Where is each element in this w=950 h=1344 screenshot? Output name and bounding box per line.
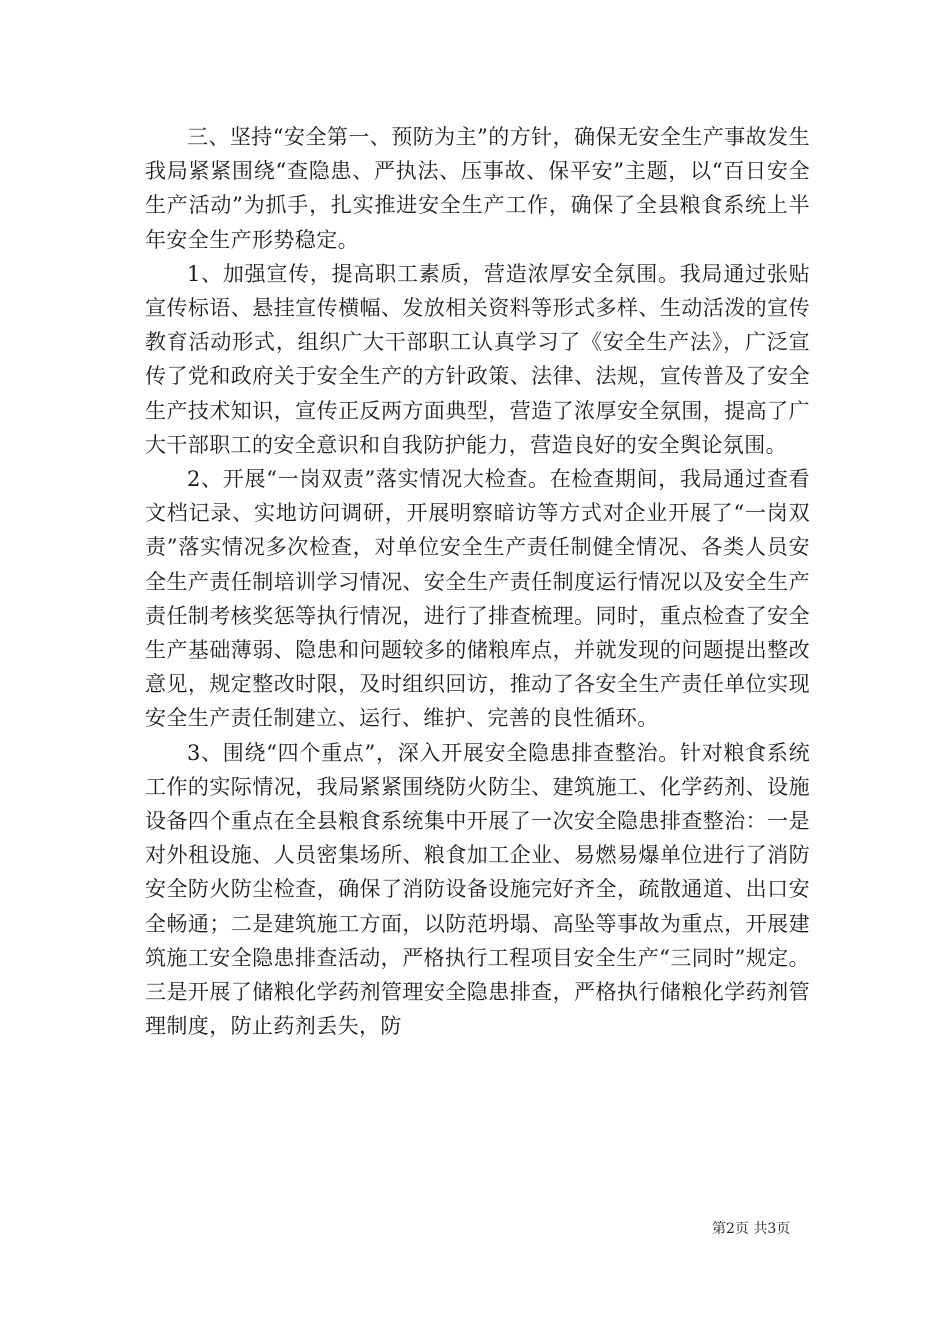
page-number-middle: 页 共 — [734, 1221, 768, 1237]
page-number-total: 3 — [767, 1221, 777, 1237]
paragraph-hazard-rectification: 3、围绕“四个重点”，深入开展安全隐患排查整治。针对粮食系统工作的实际情况，我局紧紧围绕防火防尘、建筑施工、化学药剂、设施设备四个重点在全县粮食系统集中开展了一次安全隐患排查整治：一是对外租设施、人员密集场所、粮食加工企业、易燃易爆单位进行了消防安全防火防尘检查，确保了消防设备设施完好齐全，疏散通道、出口安全畅通；二是建筑施工方面，以防范坍塌、高坠等事故为重点，开展建筑施工安全隐患排查活动，严格执行工程项目安全生产“三同时”规定。三是开展了储粮化学药剂管理安全隐患排查，严格执行储粮化学药剂管理制度，防止药剂丢失，防 — [145, 740, 810, 1039]
page-number — [712, 1218, 790, 1238]
page-number-suffix: 页 — [776, 1221, 791, 1237]
paragraph-responsibility-inspection: 2、开展“一岗双责”落实情况大检查。在检查期间，我局通过查看文档记录、实地访问调研，开展明察暗访等方式对企业开展了“一岗双责”落实情况多次检查，对单位安全生产责任制健全情况、各类人员安全生产责任制培训学习情况、安全生产责任制度运行情况以及安全生产责任制考核奖惩等执行情况，进行了排查梳理。同时，重点检查了安全生产基础薄弱、隐患和问题较多的储粮库点，并就发现的问题提出整改意见，规定整改时限，及时组织回访，推动了各安全生产责任单位实现安全生产责任制建立、运行、维护、完善的良性循环。 — [145, 467, 810, 731]
paragraph-publicity: 1、加强宣传，提高职工素质，营造浓厚安全氛围。我局通过张贴宣传标语、悬挂宣传横幅、发放相关资料等形式多样、生动活泼的宣传教育活动形式，组织广大干部职工认真学习了《安全生产法》，广泛宣传了党和政府关于安全生产的方针政策、法律、法规，宣传普及了安全生产技术知识，宣传正反两方面典型，营造了浓厚安全氛围，提高了广大干部职工的安全意识和自我防护能力，营造良好的安全舆论氛围。 — [145, 261, 810, 457]
page-number-current: 2 — [726, 1221, 735, 1237]
page-number-prefix: 第 — [712, 1221, 726, 1237]
document-body — [145, 120, 810, 1043]
paragraph-principle-three: 三、坚持“安全第一、预防为主”的方针，确保无安全生产事故发生我局紧紧围绕“查隐患、严执法、压事故、保平安”主题，以“百日安全生产活动”为抓手，扎实推进安全生产工作，确保了全县粮食系统上半年安全生产形势稳定。 — [145, 125, 810, 252]
